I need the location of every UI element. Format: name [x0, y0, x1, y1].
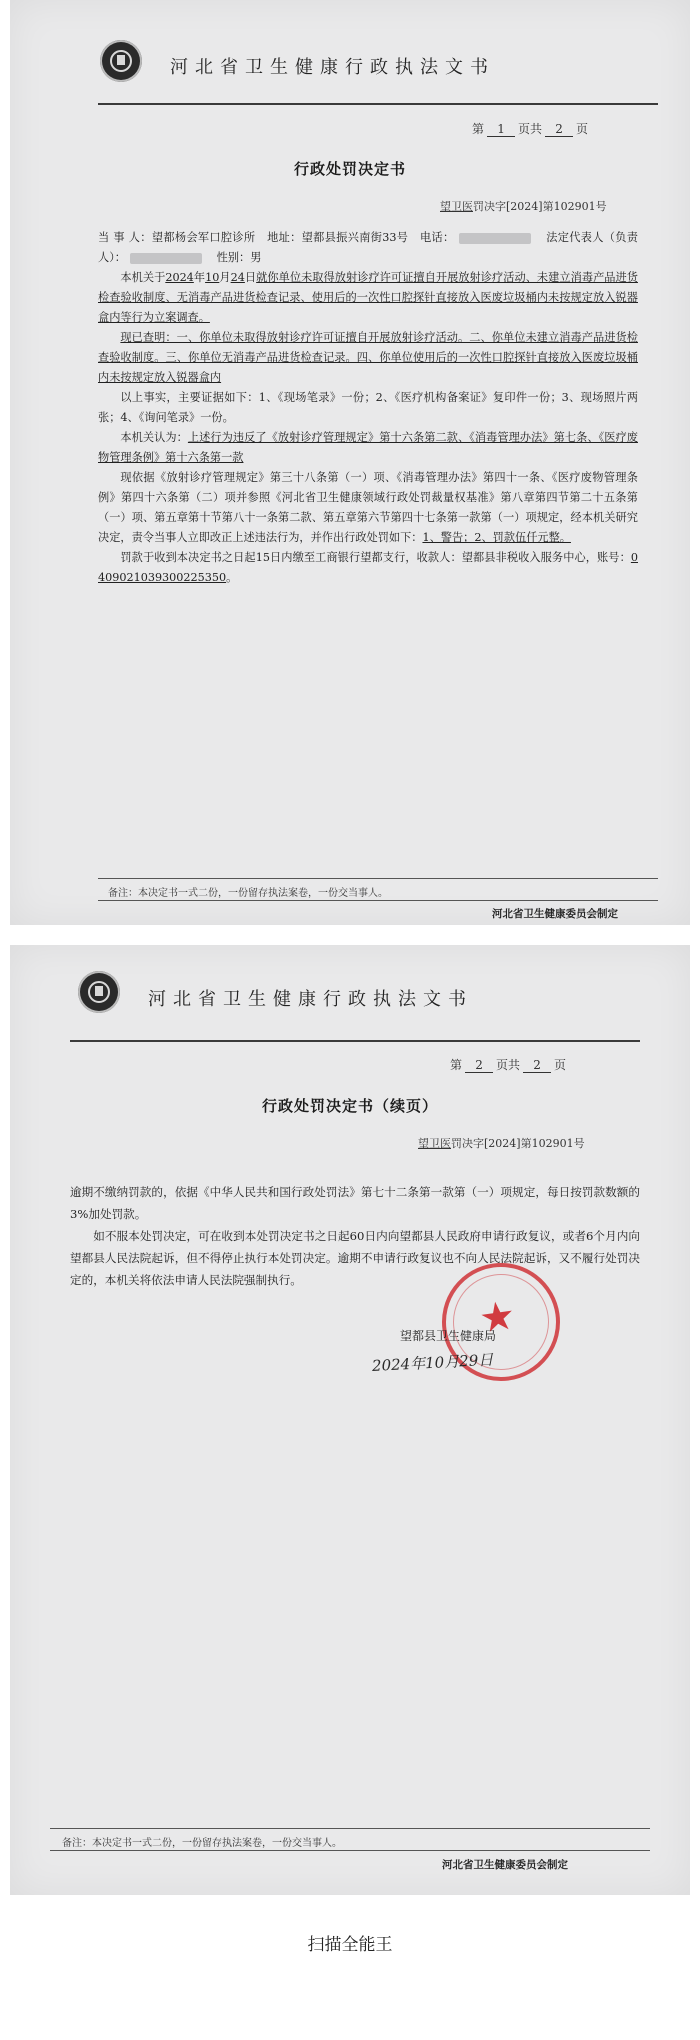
document-page-2 — [10, 945, 690, 1895]
current-page: 2 — [465, 1058, 493, 1073]
appeal-paragraph: 如不服本处罚决定，可在收到本处罚决定书之日起60日内向望都县人民政府申请行政复议，或者6个月内向望都县人民法院起诉，但不得停止执行本处罚决定。逾期不申请行政复议也不向人民法院起诉，又不履行处罚决定的，本机关将依法申请人民法院强制执行。 — [70, 1229, 640, 1287]
seal-star-icon: ★ — [476, 1292, 519, 1343]
total-pages: 2 — [523, 1058, 551, 1073]
current-page: 1 — [487, 122, 515, 137]
issuing-authority: 望都县卫生健康局 — [400, 1329, 497, 1343]
document-number: 望卫医罚决字[2024]第102901号 — [418, 1137, 585, 1150]
violation-paragraph: 本机关认为：上述行为违反了《放射诊疗管理规定》第十六条第二款、《消毒管理办法》第七条、《医疗废物管理条例》第十六条第一款 — [98, 431, 638, 464]
document-body — [98, 228, 638, 588]
party-address: 望都县振兴南街33号 — [301, 231, 409, 244]
header-title: 河北省卫生健康行政执法文书 — [170, 57, 495, 78]
footer-rule-bottom — [50, 1850, 650, 1851]
form-issuer: 河北省卫生健康委员会制定 — [492, 908, 618, 920]
footer-rule-bottom — [98, 900, 658, 901]
party-name: 望都杨会军口腔诊所 — [151, 231, 256, 244]
evidence-list: 以上事实，主要证据如下：1、《现场笔录》一份；2、《医疗机构备案证》复印件一份；3、现场照片两张；4、《询问笔录》一份。 — [98, 391, 638, 424]
party-gender: 男 — [250, 251, 262, 264]
header-title: 河北省卫生健康行政执法文书 — [148, 989, 473, 1010]
penalty: 1、警告；2、罚款伍仟元整。 — [422, 531, 571, 544]
footer-note: 备注：本决定书一式二份，一份留存执法案卷，一份交当事人。 — [108, 888, 388, 899]
document-number: 望卫医罚决字[2024]第102901号 — [440, 200, 607, 213]
scanner-app-brand: 扫描全能王 — [307, 1935, 393, 1955]
page-counter: 第 1 页共 2 页 — [472, 122, 589, 136]
header-rule — [70, 1040, 640, 1042]
header-rule — [98, 103, 658, 105]
overdue-paragraph: 逾期不缴纳罚款的，依据《中华人民共和国行政处罚法》第七十二条第一款第（一）项规定，每日按罚款数额的3%加处罚款。 — [70, 1185, 640, 1221]
payment-paragraph: 罚款于收到本决定书之日起15日内缴至工商银行望都支行，收款人：望都县非税收入服务中心，账号：0409021039300225350。 — [98, 551, 638, 584]
ascertained-facts: 现已查明：一、你单位未取得放射诊疗许可证擅自开展放射诊疗活动。二、你单位未建立消毒产品进货检查验收制度。三、你单位无消毒产品进货检查记录。四、你单位使用后的一次性口腔探针直接放入医废垃圾桶内未按规定放入锐器盒内 — [98, 331, 638, 384]
signature-date: 2024年10月29日 — [371, 1350, 494, 1375]
party-info: 当 事 人：望都杨会军口腔诊所 地址：望都县振兴南街33号 电话： 法定代表人（负责人）： 性别：男 — [98, 231, 638, 264]
document-body — [70, 1181, 640, 1291]
national-emblem-icon — [100, 40, 142, 82]
page-gap — [0, 925, 700, 945]
decision-paragraph: 现依据《放射诊疗管理规定》第三十八条第（一）项、《消毒管理办法》第四十一条、《医疗废物管理条例》第四十六条第（二）项并参照《河北省卫生健康领域行政处罚裁量权基准》第八章第四节第二十五条第（一）项、第五章第十节第八十一条第二款、第五章第六节第四十七条第一款第（一）项规定，经本机关研究决定，责令当事人立即改正上述违法行为，并作出行政处罚如下：1、警告；2、罚款伍仟元整。 — [98, 471, 638, 544]
national-emblem-icon — [78, 971, 120, 1013]
document-page-1 — [10, 0, 690, 925]
redacted-phone — [459, 233, 531, 244]
footer-rule-top — [50, 1828, 650, 1829]
redacted-representative — [130, 253, 202, 264]
findings-paragraph: 本机关于2024年10月24日就你单位未取得放射诊疗许可证擅自开展放射诊疗活动、未建立消毒产品进货检查验收制度、无消毒产品进货检查记录、使用后的一次性口腔探针直接放入医废垃圾桶内未按规定放入锐器盒内等行为立案调查。 — [98, 271, 638, 324]
page-counter: 第 2 页共 2 页 — [450, 1058, 567, 1072]
account-number: 0409021039300225350 — [98, 551, 638, 584]
form-issuer: 河北省卫生健康委员会制定 — [442, 1859, 568, 1871]
document-title: 行政处罚决定书 — [293, 160, 406, 178]
total-pages: 2 — [545, 122, 573, 137]
document-title: 行政处罚决定书（续页） — [261, 1097, 438, 1115]
footer-note: 备注：本决定书一式二份，一份留存执法案卷，一份交当事人。 — [62, 1838, 342, 1849]
footer-rule-top — [98, 878, 658, 879]
